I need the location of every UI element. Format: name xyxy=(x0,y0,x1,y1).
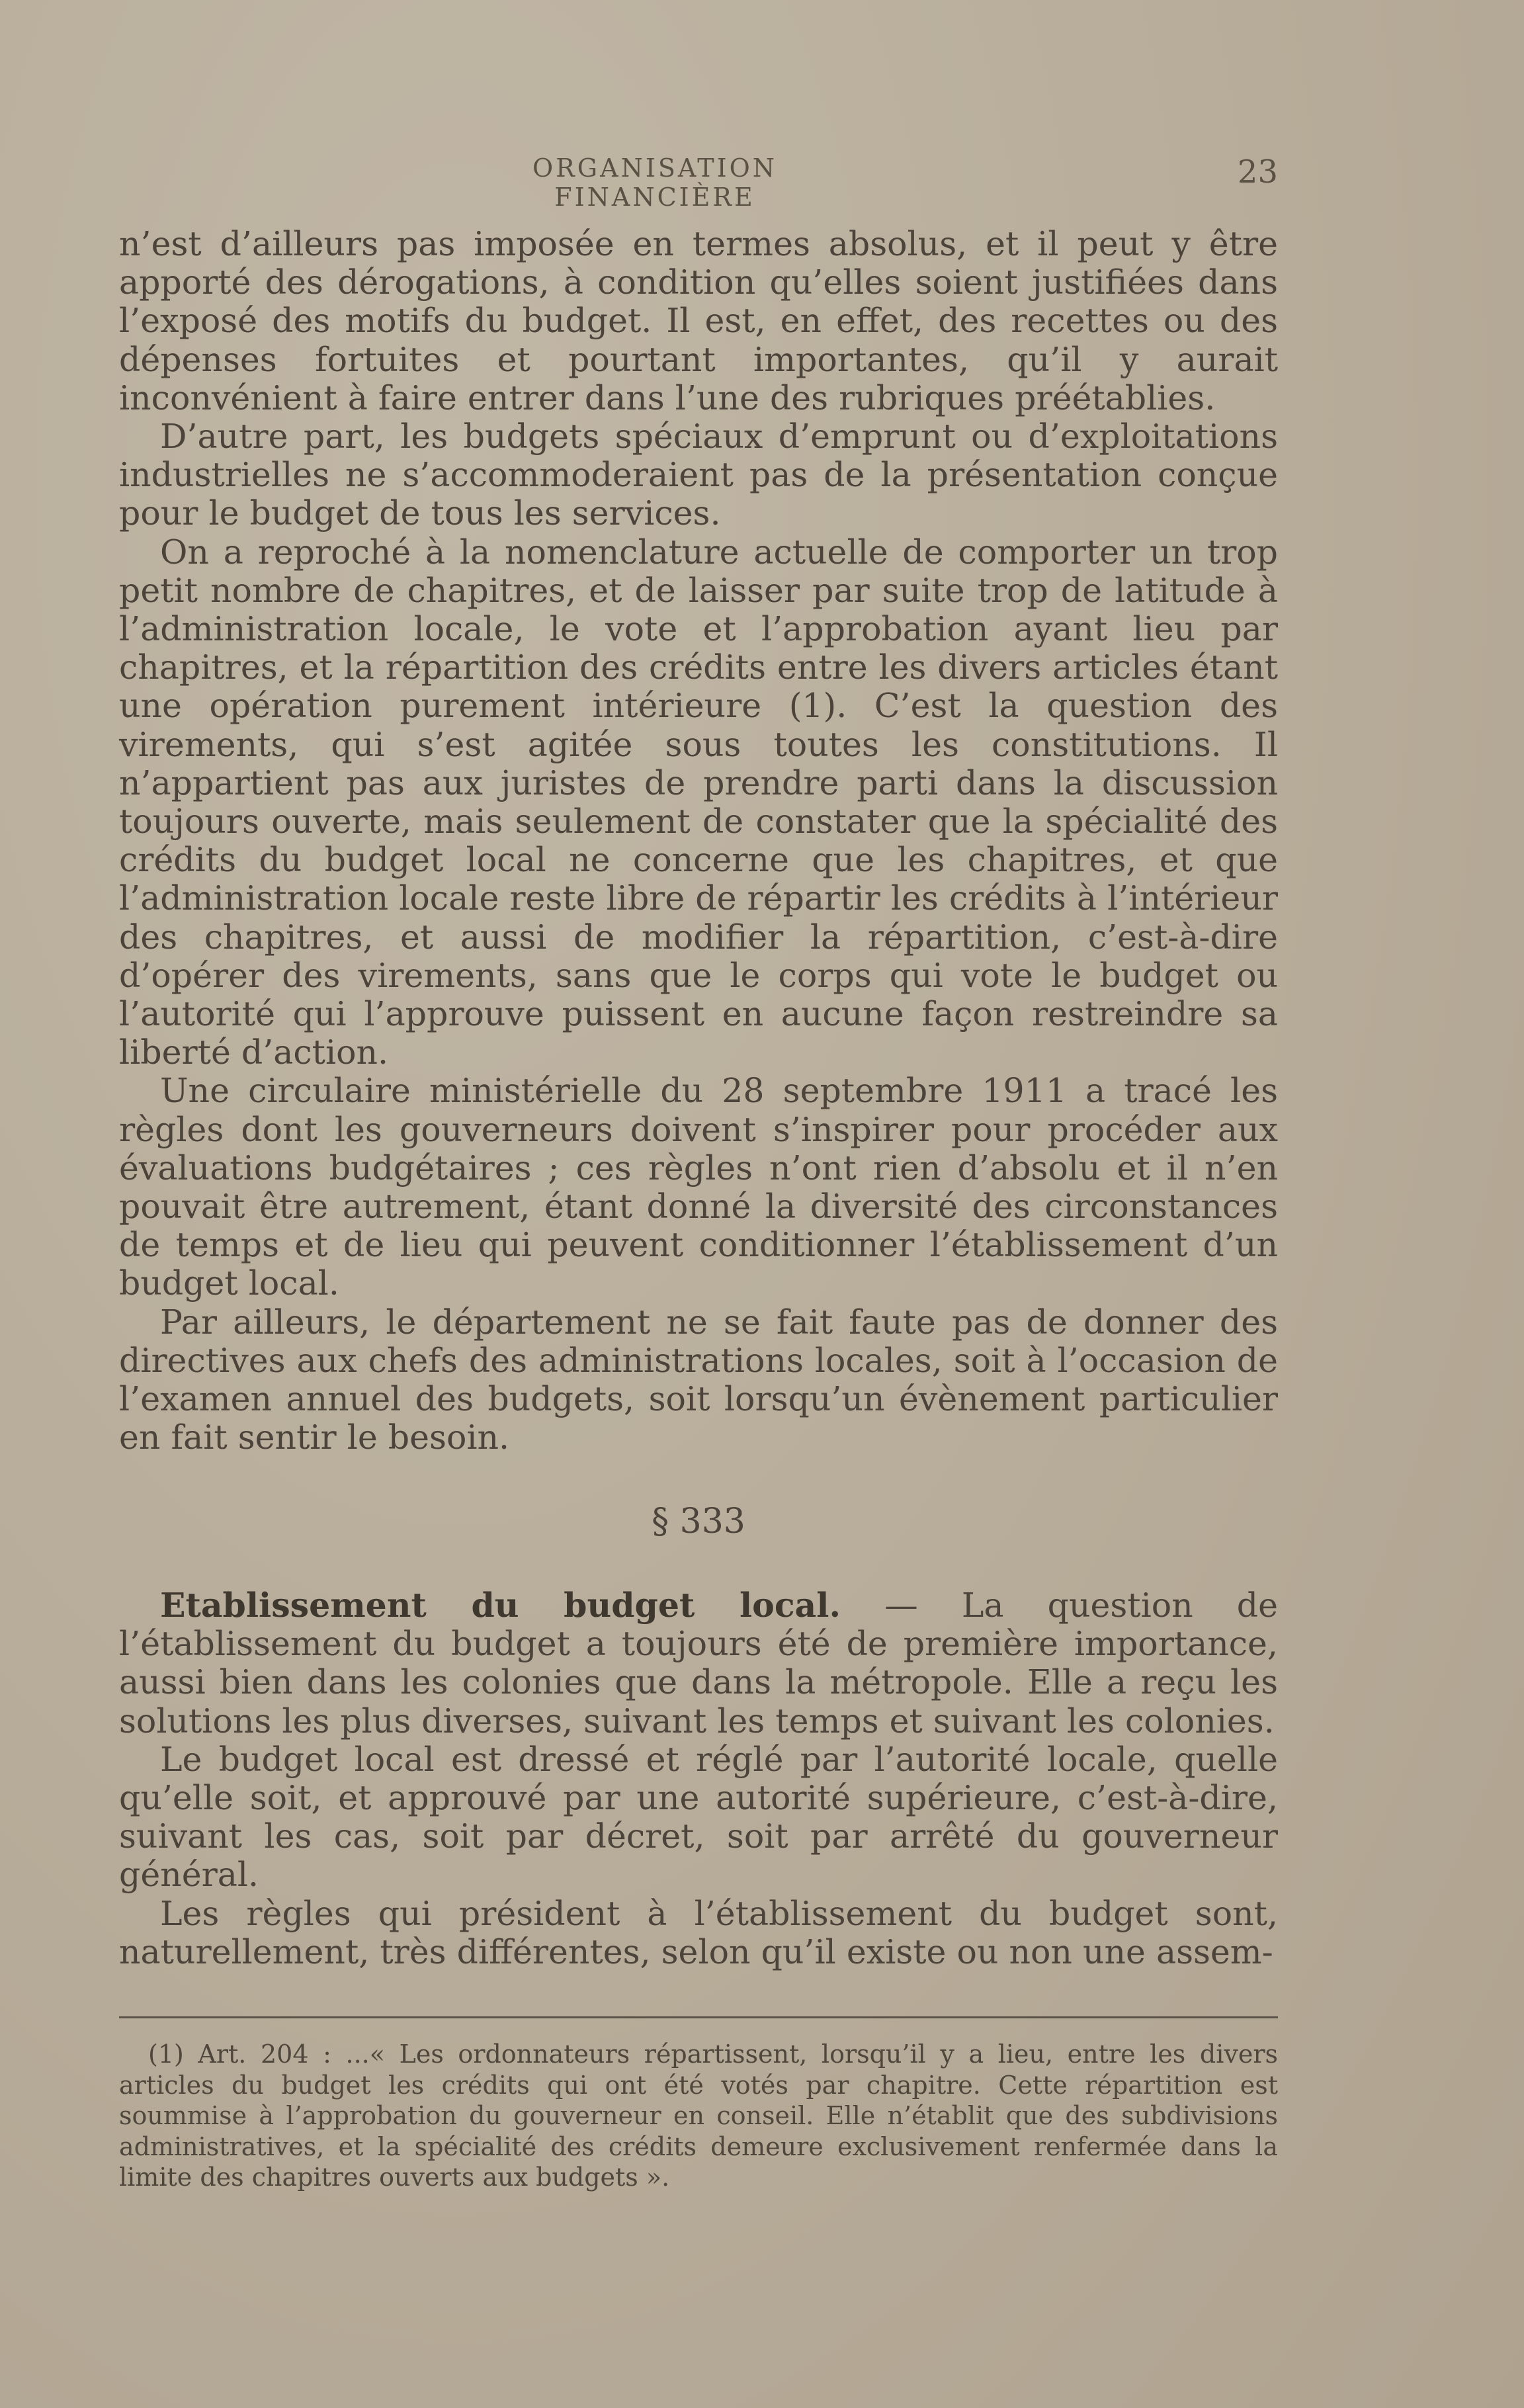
paragraph: D’autre part, les budgets spéciaux d’emprunt ou d’exploitations industrielles ne s’accommoderaient pas de la présentation conçue pour le budget de tous les services. xyxy=(119,417,1278,533)
paragraph: Les règles qui président à l’établissement du budget sont, naturellement, très différentes, selon qu’il existe ou non une assem- xyxy=(119,1893,1278,1971)
section-first-paragraph xyxy=(119,1586,1278,1741)
footnote-divider xyxy=(119,2016,1278,2018)
footnotes xyxy=(119,2039,1278,2193)
page-header xyxy=(119,153,1278,212)
section-number: § 333 xyxy=(652,1502,745,1541)
paragraph: On a reproché à la nomenclature actuelle de comporter un trop petit nombre de chapitres, et de laisser par suite trop de latitude à l’administration locale, le vote et l’approbation ayant lieu par chapitres, et la répartition des crédits entre les divers articles étant une opération purement intérieure (1). C’est la question des virements, qui s’est agitée sous toutes les constitutions. Il n’appartient pas aux juristes de prendre parti dans la discussion toujours ouverte, mais seulement de constater que la spécialité des crédits du budget local ne concerne que les chapitres, et que l’administration locale reste libre de répartir les crédits à l’intérieur des chapitres, et aussi de modifier la répartition, c’est-à-dire d’opérer des virements, sans que le corps qui vote le budget ou l’autorité qui l’approuve puissent en aucune façon restreindre sa liberté d’action. xyxy=(119,532,1278,1072)
footnote: (1) Art. 204 : ...« Les ordonnateurs répartissent, lorsqu’il y a lieu, entre les divers articles du budget les crédits qui ont été votés par chapitre. Cette répartition est soummise à l’approbation du gouverneur en conseil. Elle n’établit que des subdivisions administratives, et la spécialité des crédits demeure exclusivement renfermée dans la limite des chapitres ouverts aux budgets ». xyxy=(119,2040,1278,2192)
paragraph: Une circulaire ministérielle du 28 septembre 1911 a tracé les règles dont les gouverneurs doivent s’inspirer pour procéder aux évaluations budgétaires ; ces règles n’ont rien d’absolu et il n’en pouvait être autrement, étant donné la diversité des circonstances de temps et de lieu qui peuvent conditionner l’établissement d’un budget local. xyxy=(119,1071,1278,1303)
title-dash: — xyxy=(841,1586,962,1625)
section-lead-text: La question de l’établissement du budget a toujours été de première importance, aussi bien dans les colonies que dans la métropole. Elle a reçu les solutions les plus diverses, suivant les temps et suivant les colonies. xyxy=(119,1586,1278,1741)
main-text xyxy=(119,225,1278,1457)
paragraph: n’est d’ailleurs pas imposée en termes absolus, et il peut y être apporté des dérogations, à condition qu’elles soient justifiées dans l’exposé des motifs du budget. Il est, en effet, des recettes ou des dépenses fortuites et pourtant importantes, qu’il y aurait inconvénient à faire entrer dans l’une des rubriques préétablies. xyxy=(119,224,1278,417)
section-text xyxy=(119,1586,1278,1971)
running-title: ORGANISATION FINANCIÈRE xyxy=(532,153,777,212)
paragraph: Par ailleurs, le département ne se fait faute pas de donner des directives aux chefs des administrations locales, soit à l’occasion de l’examen annuel des budgets, soit lorsqu’un évènement particulier en fait sentir le besoin. xyxy=(119,1302,1278,1457)
paragraph: Le budget local est dressé et réglé par l’autorité locale, quelle qu’elle soit, et approuvé par une autorité supérieure, c’est-à-dire, suivant les cas, soit par décret, soit par arrêté du gouverneur général. xyxy=(119,1739,1278,1895)
page-number: 23 xyxy=(1237,153,1278,191)
section-title: Etablissement du budget local. xyxy=(160,1586,841,1625)
